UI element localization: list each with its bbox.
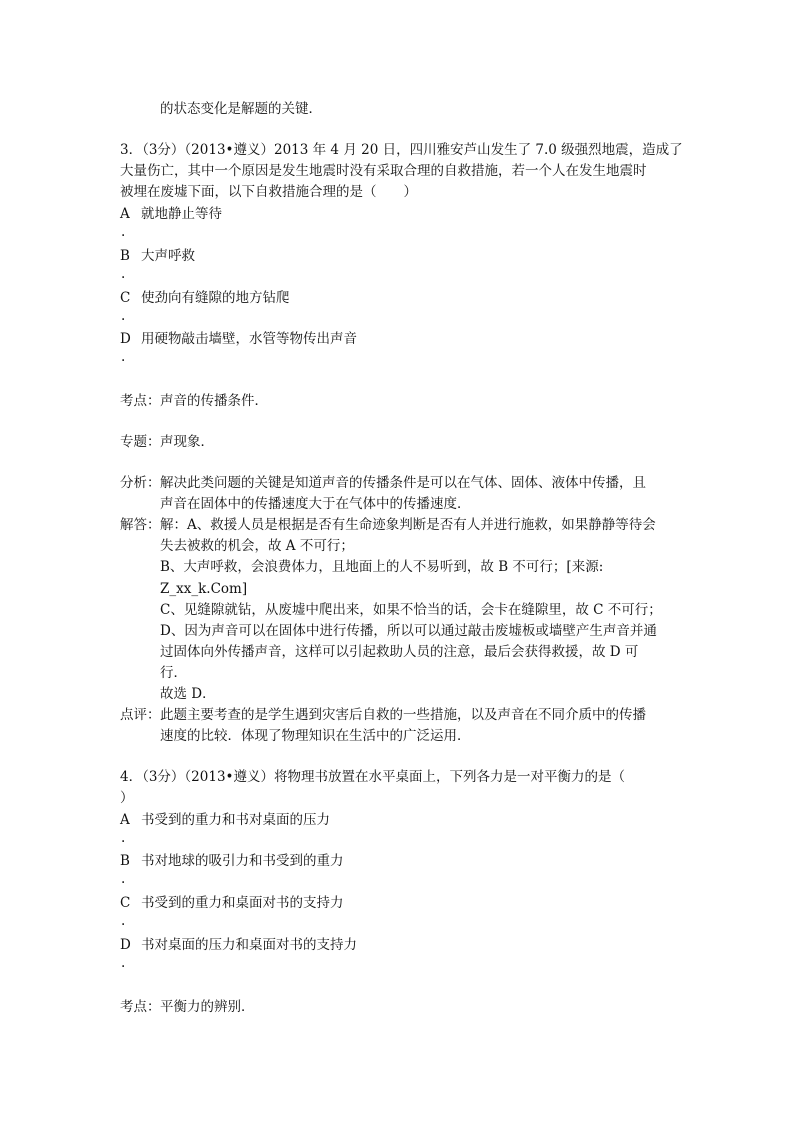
dianping-line-2: 速度的比较．体现了物理知识在生活中的广泛运用． [160,728,471,744]
q3-stem-line-3: 被埋在废墟下面，以下自救措施合理的是（ ） [120,184,417,200]
option-dot: . [121,955,126,971]
option-text: 就地静止等待 [141,206,222,222]
jieda-line-5: C、见缝隙就钻，从废墟中爬出来，如果不恰当的话，会卡在缝隙里，故 C 不可行； [160,602,662,618]
q3-stem-line-2: 大量伤亡，其中一个原因是发生地震时没有采取合理的自救措施，若一个人在发生地震时 [120,163,647,179]
option-dot: . [121,266,126,282]
option-text: 书受到的重力和书对桌面的压力 [141,812,330,828]
jieda-line-4: Z_xx_k.Com] [160,581,248,597]
option-text: 大声呼救 [141,248,195,264]
q4-stem-line-1: 4．（3分）（2013•遵义）将物理书放置在水平桌面上，下列各力是一对平衡力的是（ [120,769,625,785]
option-letter: A [120,206,130,222]
zhuanti-text: 声现象． [160,434,214,450]
jieda-line-9: 故选 D． [160,686,216,702]
jieda-line-7: 过固体向外传播声音，这样可以引起救助人员的注意，最后会获得救援，故 D 可 [160,644,639,660]
option-dot: . [121,871,126,887]
dianping-label: 点评： [120,707,161,723]
jieda-label: 解答： [120,517,161,533]
option-dot: . [121,349,126,365]
option-letter: B [120,853,130,869]
jieda-line-8: 行． [160,665,187,681]
continuation-line: 的状态变化是解题的关键． [160,101,322,117]
jieda-line-3: B、大声呼救，会浪费体力，且地面上的人不易听到，故 B 不可行；[来源: [160,559,604,575]
option-dot: . [121,308,126,324]
option-dot: . [121,224,126,240]
option-letter: D [120,937,131,953]
option-text: 书对桌面的压力和桌面对书的支持力 [141,937,357,953]
q3-stem-line-1: 3．（3分）（2013•遵义）2013 年 4 月 20 日，四川雅安芦山发生了 7.0 级强烈地震，造成了 [120,142,683,158]
option-letter: D [120,331,131,347]
jieda-line-2: 失去被救的机会，故 A 不可行； [160,538,354,554]
dianping-line-1: 此题主要考查的是学生遇到灾害后自救的一些措施，以及声音在不同介质中的传播 [160,707,646,723]
jieda-line-1: 解：A、救援人员是根据是否有生命迹象判断是否有人并进行施救，如果静静等待会 [160,517,656,533]
kaodian-label: 考点： [120,393,161,409]
zhuanti-label: 专题： [120,434,161,450]
option-letter: C [120,290,131,306]
fenxi-line-1: 解决此类问题的关键是知道声音的传播条件是可以在气体、固体、液体中传播，且 [160,475,646,491]
kaodian-text: 平衡力的辨别． [160,999,255,1015]
fenxi-label: 分析： [120,475,161,491]
option-letter: C [120,895,131,911]
option-letter: A [120,812,130,828]
option-dot: . [121,830,126,846]
option-text: 使劲向有缝隙的地方钻爬 [141,290,290,306]
option-text: 书对地球的吸引力和书受到的重力 [141,853,344,869]
fenxi-line-2: 声音在固体中的传播速度大于在气体中的传播速度． [160,496,471,512]
q4-stem-line-2: ） [120,790,134,806]
option-letter: B [120,248,130,264]
option-dot: . [121,913,126,929]
jieda-line-6: D、因为声音可以在固体中进行传播，所以可以通过敲击废墟板或墙壁产生声音并通 [160,623,657,639]
kaodian-label: 考点： [120,999,161,1015]
kaodian-text: 声音的传播条件． [160,393,268,409]
option-text: 书受到的重力和桌面对书的支持力 [141,895,344,911]
option-text: 用硬物敲击墙壁，水管等物传出声音 [141,331,357,347]
